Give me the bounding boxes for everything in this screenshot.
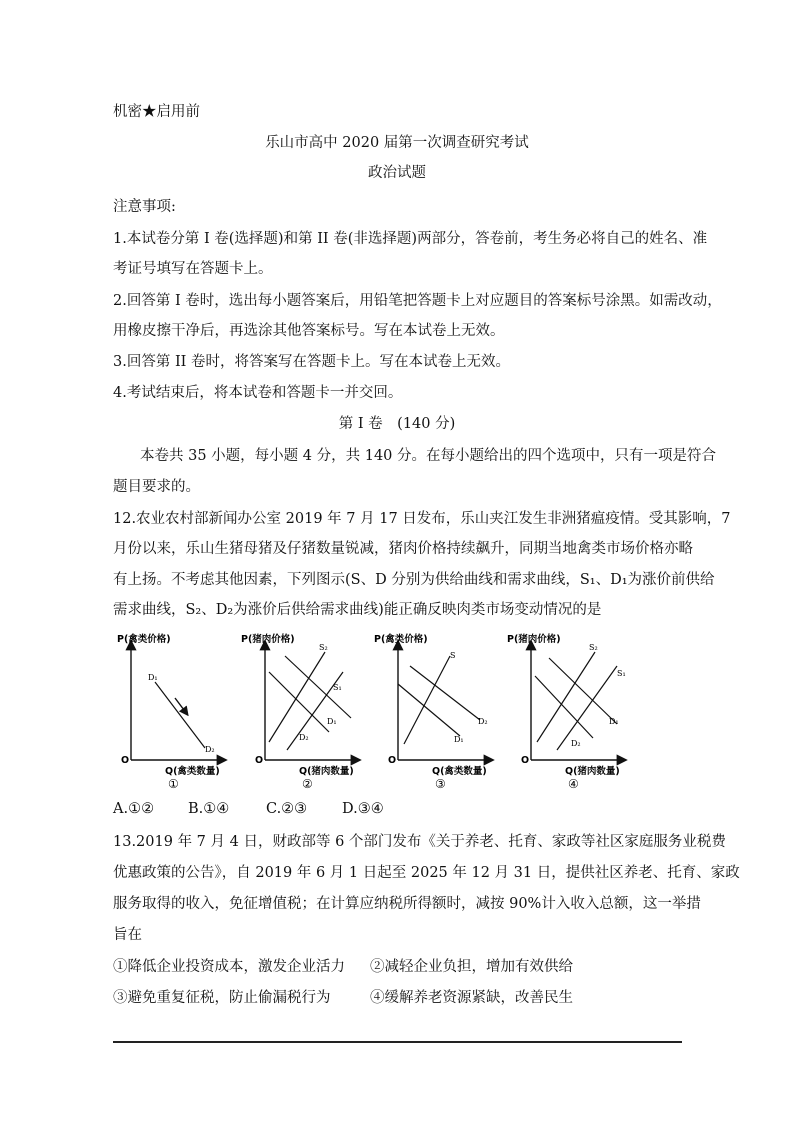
graph-number: ③ [435,777,446,791]
graph-number: ① [168,777,179,791]
supply-demand-graph-3 [374,632,520,792]
q13-option-3: ③避免重复征税，防止偷漏税行为 [113,990,331,1006]
supply-demand-graph-4 [507,632,653,792]
choice-a[interactable]: A.①② [113,801,155,817]
q13-option-2: ②减轻企业负担，增加有效供给 [370,959,573,975]
origin-label: O [521,755,530,766]
x-axis-label: Q(猪肉数量) [299,766,354,777]
supply-curve-s2 [537,652,595,742]
supply-demand-graph-1 [113,632,253,792]
notice-line: 1.本试卷分第 I 卷(选择题)和第 II 卷(非选择题)两部分，答卷前，考生务必将自己的姓名、准 [113,231,708,247]
notice-line: 用橡皮擦干净后，再选涂其他答案标号。写在本试卷上无效。 [113,323,505,339]
curve-label-d1: D₁ [327,717,337,726]
q13-text: 优惠政策的公告》，自 2019 年 6 月 1 日起至 2025 年 12 月 31 日，提供社区养老、托育、家政 [113,865,740,881]
notice-line: 3.回答第 II 卷时，将答案写在答题卡上。写在本试卷上无效。 [113,354,511,370]
notice-line: 考证号填写在答题卡上。 [113,261,273,277]
exam-title: 乐山市高中 2020 届第一次调查研究考试 [265,135,529,151]
y-axis-label: P(猪肉价格) [241,634,295,645]
q13-text: 旨在 [113,927,142,943]
choice-d[interactable]: D.③④ [342,801,384,817]
demand-curve-d1 [535,676,593,738]
curve-label-d1: D₁ [454,735,464,744]
notice-line: 4.考试结束后，将本试卷和答题卡一并交回。 [113,385,403,401]
curve-label-d2: D₂ [299,733,309,742]
curve-label-d1: D₁ [609,717,619,726]
y-axis-label: P(禽类价格) [117,634,171,645]
curve-label-d2: D₂ [478,717,488,726]
supply-curve [404,656,450,744]
q12-text: 需求曲线，S₂、D₂为涨价后供给需求曲线)能正确反映肉类市场变动情况的是 [113,602,602,618]
origin-label: O [121,755,130,766]
demand-curve-d1 [269,672,329,732]
q13-text: 13.2019 年 7 月 4 日，财政部等 6 个部门发布《关于养老、托育、家政等社区家庭服务业税费 [113,834,726,850]
curve-label-s: S [450,651,456,660]
exam-subject: 政治试题 [368,165,426,181]
part1-heading: 第 I 卷 (140 分) [338,416,456,432]
graph-number: ② [302,777,313,791]
graph-number: ④ [568,777,579,791]
origin-label: O [255,755,264,766]
page-footer-rule [113,1041,682,1043]
q12-text: 有上扬。不考虑其他因素，下列图示(S、D 分别为供给曲线和需求曲线，S₁、D₁为涨价前供给 [113,572,715,588]
curve-label-s2: S₂ [589,643,598,652]
q12-text: 月份以来，乐山生猪母猪及仔猪数量锐减，猪肉价格持续飙升，同期当地禽类市场价格亦略 [113,541,693,557]
notice-line: 2.回答第 I 卷时，选出每小题答案后，用铅笔把答题卡上对应题目的答案标号涂黑。如需改动， [113,293,722,309]
part1-intro: 本卷共 35 小题，每小题 4 分，共 140 分。在每小题给出的四个选项中，只有一项是符合 [140,448,717,464]
curve-label-s2: S₂ [319,643,328,652]
choice-c[interactable]: C.②③ [266,801,308,817]
demand-curve-d1 [398,684,460,736]
x-axis-label: Q(猪肉数量) [565,766,620,777]
curve-label-s1: S₁ [617,669,626,678]
x-axis-label: Q(禽类数量) [165,766,220,777]
q13-text: 服务取得的收入，免征增值税；在计算应纳税所得额时，减按 90%计入收入总额，这一举措 [113,896,701,912]
q13-option-4: ④缓解养老资源紧缺，改善民生 [370,990,573,1006]
part1-intro: 题目要求的。 [113,479,200,495]
choice-b[interactable]: B.①④ [188,801,230,817]
curve-label-s1: S₁ [333,683,342,692]
q12-text: 12.农业农村部新闻办公室 2019 年 7 月 17 日发布，乐山夹江发生非洲猪瘟疫情。受其影响，7 [113,511,731,527]
y-axis-label: P(猪肉价格) [507,634,561,645]
q13-option-1: ①降低企业投资成本，激发企业活力 [113,959,345,975]
supply-demand-graph-2 [241,632,387,792]
curve-label-d2: D₂ [571,739,581,748]
confidential-label: 机密★启用前 [113,104,200,120]
notice-heading: 注意事项: [113,199,176,215]
supply-curve-s2 [269,652,325,742]
supply-curve-s1 [557,666,617,750]
x-axis-label: Q(禽类数量) [432,766,487,777]
demand-curve [155,682,205,748]
origin-label: O [388,755,397,766]
curve-label-d1: D₁ [148,673,158,682]
curve-label-d2: D₂ [205,745,215,754]
y-axis-label: P(禽类价格) [374,634,428,645]
